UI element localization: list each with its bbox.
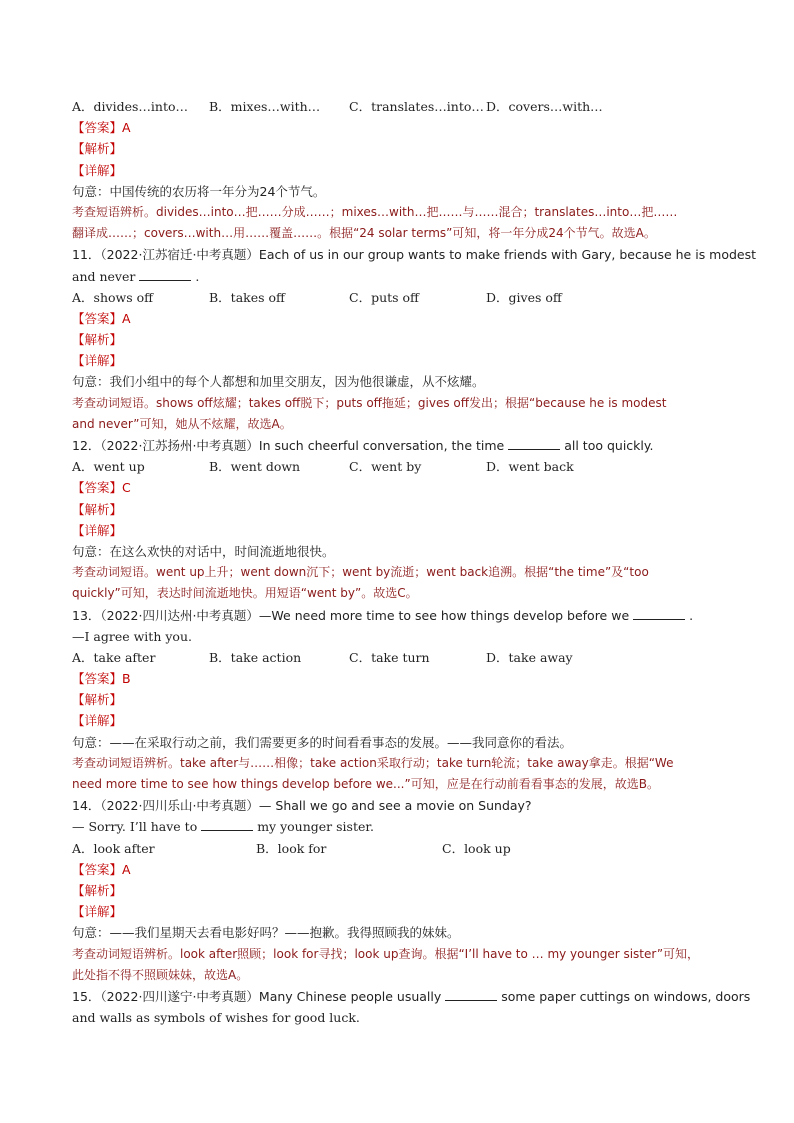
option-b: B．take action (209, 649, 302, 665)
document-page (72, 96, 757, 1028)
option-c: C．look up (442, 840, 511, 856)
option-b: B．takes off (209, 289, 285, 305)
analysis-line: 翻译成……；covers…with…用……覆盖……。根据“24 solar terms”可知，将一年分成24个节气。故选A。 (72, 226, 656, 241)
option-a: A．divides…into… (72, 99, 188, 114)
question-text (72, 266, 722, 287)
option-d: D．covers…with… (486, 99, 603, 114)
question-fragment: . (195, 268, 200, 284)
xiangjie-label: 【详解】 (72, 522, 123, 538)
xiangjie-label: 【详解】 (72, 162, 123, 178)
answer-label: 【答案】B (72, 671, 131, 687)
question-text (72, 986, 751, 1007)
sentence-meaning: 句意：——我们星期天去看电影好吗？——抱歉。我得照顾我的妹妹。 (72, 925, 460, 941)
question-fragment: some paper cuttings on windows, doors (501, 988, 751, 1004)
option-a: A．take after (72, 649, 156, 665)
analysis-line: 考查动词短语辨析。take after与……相像；take action采取行动；take turn轮流；take away拿走。根据“We (72, 755, 674, 770)
sentence-meaning: 句意：——在采取行动之前，我们需要更多的时间看看事态的发展。——我同意你的看法。 (72, 734, 573, 750)
sentence-meaning: 句意：在这么欢快的对话中，时间流逝地很快。 (72, 543, 335, 559)
analysis-line: 考查动词短语。shows off炫耀；takes off脱下；puts off拖延；gives off发出；根据“because he is modest (72, 395, 667, 410)
question-fragment: 12．（2022·江苏扬州·中考真题）In such cheerful conversation, the time (72, 438, 505, 453)
question-text (72, 605, 722, 626)
options-row (72, 287, 722, 308)
option-c: C．puts off (349, 289, 419, 305)
jiexi-label: 【解析】 (72, 882, 123, 898)
options-row (72, 456, 722, 477)
option-a: A．look after (72, 840, 155, 856)
jiexi-label: 【解析】 (72, 692, 123, 708)
question-text (72, 435, 722, 456)
question-fragment: all too quickly. (564, 438, 654, 453)
question-text (72, 816, 722, 837)
question-fragment: 15．（2022·四川遂宁·中考真题）Many Chinese people usually (72, 988, 442, 1004)
answer-label: 【答案】A (72, 310, 131, 326)
answer-blank (633, 607, 685, 620)
answer-blank (445, 988, 497, 1001)
question-text: 14．（2022·四川乐山·中考真题）— Shall we go and see a movie on Sunday? (72, 798, 532, 814)
answer-label: 【答案】A (72, 120, 131, 136)
question-fragment: — Sorry. I’ll have to (72, 819, 198, 835)
answer-blank (508, 437, 560, 450)
option-a: A．shows off (72, 289, 154, 305)
analysis-line: 考查短语辨析。divides…into…把……分成……；mixes…with…把……与……混合；translates…into…把…… (72, 204, 678, 219)
xiangjie-label: 【详解】 (72, 353, 123, 369)
analysis-line: 考查动词短语辨析。look after照顾；look for寻找；look up查询。根据“I’ll have to … my younger sister”可知， (72, 946, 700, 961)
analysis-line: and never”可知，她从不炫耀，故选A。 (72, 416, 292, 431)
option-a: A．went up (72, 459, 145, 475)
question-text: —I agree with you. (72, 628, 192, 644)
option-b: B．mixes…with… (209, 99, 321, 114)
answer-blank (139, 268, 191, 281)
jiexi-label: 【解析】 (72, 332, 123, 348)
options-row (72, 96, 722, 117)
question-fragment: . (689, 607, 694, 623)
answer-label: 【答案】A (72, 861, 131, 877)
option-c: C．went by (349, 459, 422, 475)
option-b: B．look for (256, 840, 327, 856)
analysis-line: need more time to see how things develop before we...”可知，应是在行动前看看事态的发展，故选B。 (72, 777, 659, 791)
question-text: and walls as symbols of wishes for good luck. (72, 1010, 360, 1026)
xiangjie-label: 【详解】 (72, 713, 123, 729)
options-row (72, 838, 722, 859)
xiangjie-label: 【详解】 (72, 904, 123, 920)
option-d: D．take away (486, 649, 573, 665)
question-fragment: 13．（2022·四川达州·中考真题）—We need more time to see how things develop before we (72, 607, 630, 623)
analysis-line: 此处指不得不照顾妹妹，故选A。 (72, 967, 249, 982)
analysis-line: 考查动词短语。went up上升；went down沉下；went by流逝；went back追溯。根据“the time”及“too (72, 565, 649, 580)
question-text: 11．（2022·江苏宿迁·中考真题）Each of us in our group wants to make friends with Gary, because he is modest (72, 247, 757, 263)
question-fragment: my younger sister. (257, 819, 374, 835)
answer-label: 【答案】C (72, 480, 131, 496)
answer-blank (201, 818, 253, 831)
question-fragment: and never (72, 268, 136, 284)
option-b: B．went down (209, 459, 301, 475)
option-d: D．went back (486, 459, 574, 475)
analysis-line: quickly”可知，表达时间流逝地快。用短语“went by”。故选C。 (72, 586, 418, 601)
option-c: C．translates…into… (349, 99, 484, 114)
sentence-meaning: 句意：中国传统的农历将一年分为24个节气。 (72, 183, 326, 199)
option-c: C．take turn (349, 649, 430, 665)
jiexi-label: 【解析】 (72, 501, 123, 517)
options-row (72, 647, 722, 668)
sentence-meaning: 句意：我们小组中的每个人都想和加里交朋友，因为他很谦虚，从不炫耀。 (72, 374, 485, 390)
option-d: D．gives off (486, 289, 562, 305)
jiexi-label: 【解析】 (72, 141, 123, 157)
